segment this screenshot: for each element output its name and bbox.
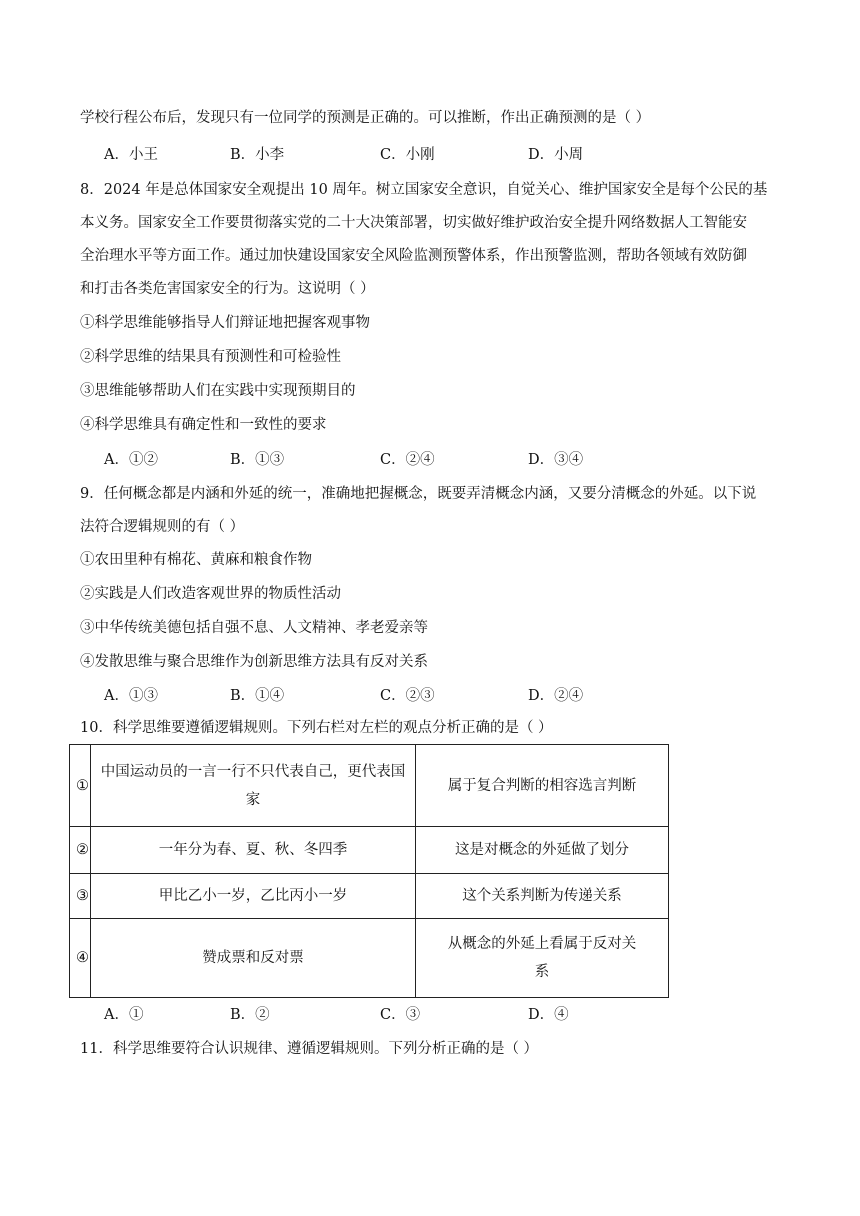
- q9-option-d[interactable]: D．②④: [528, 688, 584, 704]
- q8-options: [104, 450, 704, 470]
- q8-statement-4: ④科学思维具有确定性和一致性的要求: [80, 417, 327, 433]
- q9-statement-1: ①农田里种有棉花、黄麻和粮食作物: [80, 552, 312, 568]
- left-cell: [91, 827, 416, 874]
- q7-option-b[interactable]: B．小李: [230, 147, 285, 163]
- q10-option-d[interactable]: D．④: [528, 1007, 569, 1023]
- q9-option-a[interactable]: A．①③: [104, 688, 158, 704]
- left-cell: [91, 919, 416, 998]
- left-cell-line: 甲比乙小一岁，乙比丙小一岁: [158, 888, 348, 904]
- right-cell: [416, 874, 669, 919]
- q9-option-b[interactable]: B．①④: [230, 688, 285, 704]
- q8-statement-3: ③思维能够帮助人们在实践中实现预期目的: [80, 383, 356, 399]
- right-cell: [416, 827, 669, 874]
- q9-options: [104, 686, 704, 706]
- right-cell-line: 系: [534, 964, 550, 980]
- q9-statement-3: ③中华传统美德包括自强不息、人文精神、孝老爱亲等: [80, 620, 428, 636]
- q10-option-a[interactable]: A．①: [104, 1007, 144, 1023]
- row-number: ③: [70, 874, 91, 919]
- row-number: ②: [70, 827, 91, 874]
- q8-statement-1: ①科学思维能够指导人们辩证地把握客观事物: [80, 315, 370, 331]
- row-number: ④: [70, 919, 91, 998]
- q8-stem-line-1: 8．2024 年是总体国家安全观提出 10 周年。树立国家安全意识，自觉关心、维护国家安全是每个公民的基: [80, 182, 768, 198]
- q8-option-a[interactable]: A．①②: [104, 452, 158, 468]
- q9-stem-line-2: 法符合逻辑规则的有（ ）: [80, 519, 245, 535]
- right-cell-line: 这是对概念的外延做了划分: [455, 842, 629, 858]
- q8-stem-line-2: 本义务。国家安全工作要贯彻落实党的二十大决策部署，切实做好维护政治安全提升网络数据人工智能安: [80, 215, 747, 231]
- q8-option-b[interactable]: B．①③: [230, 452, 285, 468]
- right-cell: [416, 745, 669, 827]
- q10-stem: 10．科学思维要遵循逻辑规则。下列右栏对左栏的观点分析正确的是（ ）: [80, 720, 553, 736]
- table-row: [70, 745, 669, 827]
- q7-option-d[interactable]: D．小周: [528, 147, 584, 163]
- right-cell-line: 这个关系判断为传递关系: [462, 888, 622, 904]
- q9-stem-line-1: 9．任何概念都是内涵和外延的统一，准确地把握概念，既要弄清概念内涵，又要分清概念的外延。以下说: [80, 486, 757, 502]
- right-cell-line: 属于复合判断的相容选言判断: [447, 777, 637, 794]
- q9-statement-2: ②实践是人们改造客观世界的物质性活动: [80, 586, 341, 602]
- q8-option-c[interactable]: C．②④: [380, 452, 435, 468]
- q7-options: [104, 145, 704, 165]
- left-cell-line: 一年分为春、夏、秋、冬四季: [158, 842, 348, 858]
- q8-statement-2: ②科学思维的结果具有预测性和可检验性: [80, 349, 341, 365]
- q10-option-b[interactable]: B．②: [230, 1007, 270, 1023]
- q8-stem-line-4: 和打击各类危害国家安全的行为。这说明（ ）: [80, 281, 375, 297]
- q8-option-d[interactable]: D．③④: [528, 452, 584, 468]
- q10-option-c[interactable]: C．③: [380, 1007, 421, 1023]
- q8-stem-line-3: 全治理水平等方面工作。通过加快建设国家安全风险监测预警体系，作出预警监测，帮助各领域有效防御: [80, 248, 747, 264]
- right-cell-line: 从概念的外延上看属于反对关: [447, 936, 637, 952]
- row-number: ①: [70, 745, 91, 827]
- table-row: [70, 827, 669, 874]
- q10-options: [104, 1005, 704, 1025]
- left-cell: [91, 874, 416, 919]
- q7-option-a[interactable]: A．小王: [104, 147, 158, 163]
- left-cell-line: 中国运动员的一言一行不只代表自己，更代表国: [100, 763, 406, 780]
- left-cell-line: 家: [245, 791, 261, 808]
- q7-option-c[interactable]: C．小刚: [380, 147, 435, 163]
- table-row: [70, 874, 669, 919]
- q11-stem: 11．科学思维要符合认识规律、遵循逻辑规则。下列分析正确的是（ ）: [80, 1041, 539, 1057]
- right-cell: [416, 919, 669, 998]
- q10-table: [69, 744, 669, 998]
- q7-stem: 学校行程公布后，发现只有一位同学的预测是正确的。可以推断，作出正确预测的是（ ）: [80, 110, 651, 126]
- q9-statement-4: ④发散思维与聚合思维作为创新思维方法具有反对关系: [80, 654, 428, 670]
- table-row: [70, 919, 669, 998]
- q9-option-c[interactable]: C．②③: [380, 688, 435, 704]
- left-cell: [91, 745, 416, 827]
- left-cell-line: 赞成票和反对票: [202, 950, 304, 966]
